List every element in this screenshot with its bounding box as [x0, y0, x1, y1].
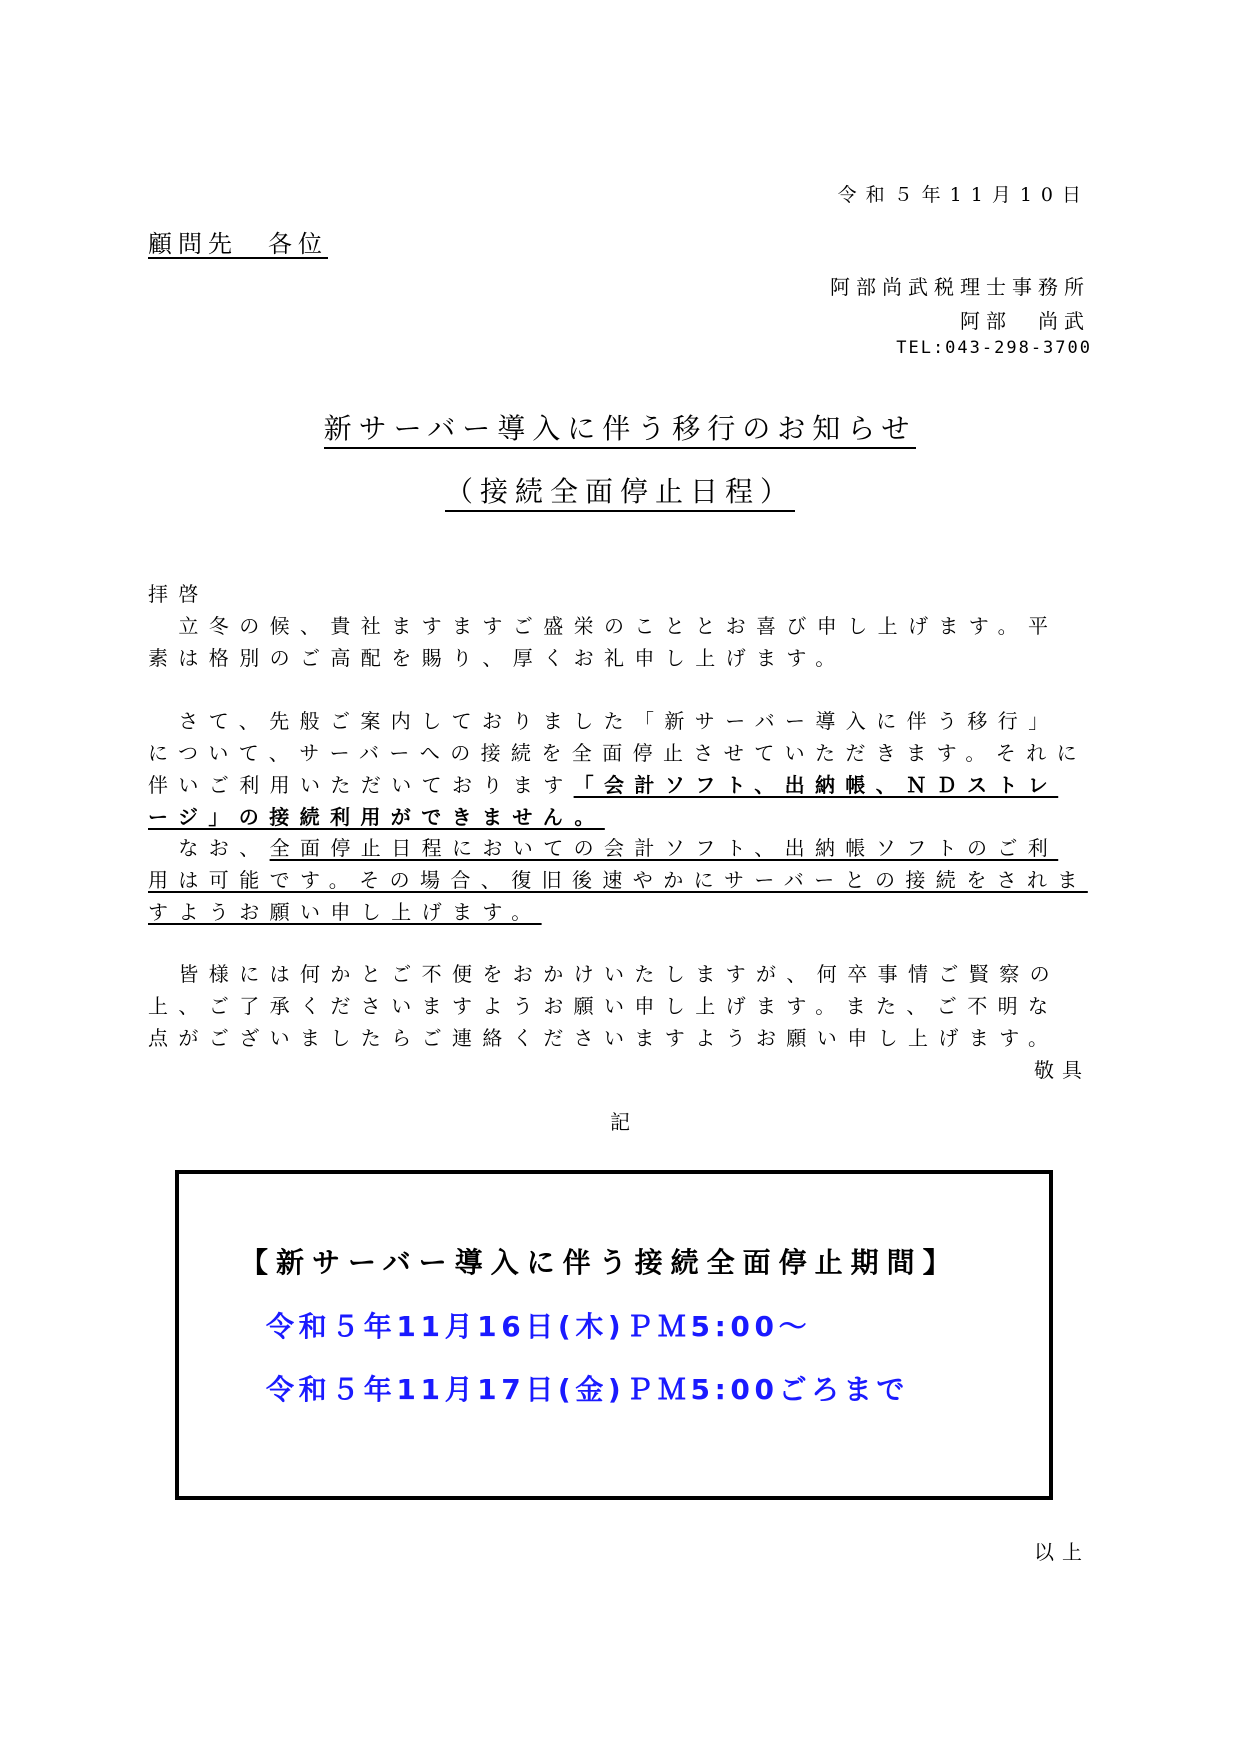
closing-ijo: 以上 — [1034, 1540, 1090, 1564]
recipient: 顧問先 各位 — [148, 230, 328, 258]
note-underlined: 全面停止日程においての会計ソフト、出納帳ソフトのご利用は可能です。その場合、復旧後速やかにサーバーとの接続をされますようお願い申し上げます。 — [148, 836, 1088, 924]
announcement-emphasis: 「会計ソフト、出納帳、ＮＤストレージ」の接続利用ができません。 — [148, 773, 1059, 829]
announcement-text: さて、先般ご案内しておりました「新サーバー導入に伴う移行」について、サーバーへの接続を全面停止させていただきます。それに伴いご利用いただいております — [148, 709, 1087, 797]
paragraph-greeting: 立冬の候、貴社ますますご盛栄のこととお喜び申し上げます。平素は格別のご高配を賜り、厚くお礼申し上げます。 — [148, 614, 1059, 670]
paragraph-apology: 皆様には何かとご不便をおかけいたしますが、何卒事情ご賢察の上、ご了承くださいますようお願い申し上げます。また、ご不明な点がございましたらご連絡くださいますようお願い申し上げます。 — [148, 962, 1060, 1050]
sender-office: 阿部尚武税理士事務所 — [830, 275, 1090, 299]
page-title — [0, 407, 1240, 447]
sender-name: 阿部 尚武 — [960, 309, 1090, 333]
salutation: 拝啓 — [148, 582, 209, 606]
period-start: 令和５年11月16日(木)ＰＭ5:00～ — [266, 1310, 812, 1343]
closing-keigu: 敬具 — [1034, 1058, 1090, 1082]
title-line-1: 新サーバー導入に伴う移行のお知らせ — [324, 412, 917, 449]
document-date: 令和５年11月10日 — [837, 184, 1090, 206]
paragraph-announcement — [148, 705, 1088, 833]
title-line-2: （接続全面停止日程） — [445, 475, 795, 512]
note-lead: なお、 — [148, 836, 270, 860]
ki-marker: 記 — [610, 1110, 630, 1134]
sender-tel: TEL:043-298-3700 — [896, 338, 1092, 358]
page-subtitle — [0, 470, 1240, 510]
paragraph-note — [148, 832, 1088, 928]
notice-heading: 【新サーバー導入に伴う接続全面停止期間】 — [240, 1246, 959, 1279]
period-end: 令和５年11月17日(金)ＰＭ5:00ごろまで — [266, 1373, 909, 1406]
